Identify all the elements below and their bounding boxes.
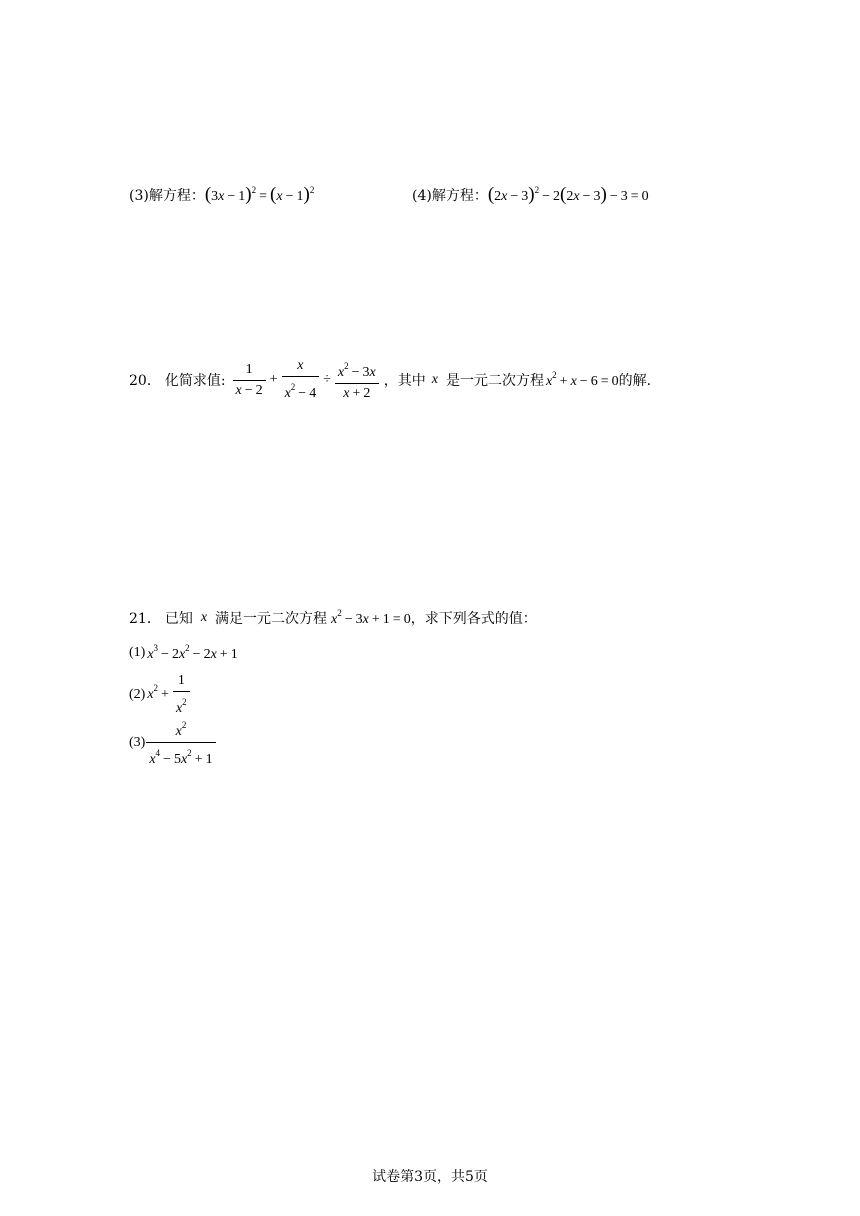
part-label: (1) — [129, 645, 146, 660]
expression — [145, 715, 216, 770]
fraction: $\frac{1}{x - 2}$ — [233, 360, 266, 401]
fraction: $\frac{x^2}{x^4 - 5x^2 + 1}$ — [146, 715, 215, 770]
expression: $\frac{1}{x - 2}$ + $\frac{x}{x^2 - 4}$ ÷ $\frac{x^2 - 3x}{x + 2}$ — [232, 356, 380, 404]
problem-number: 21． — [129, 611, 161, 627]
problem-21-part-3 — [129, 715, 217, 770]
expression: $x^3 - 2x^2 - 2x + 1$ — [147, 643, 238, 662]
problem-number: 20． — [129, 373, 161, 389]
problem-21-part-2 — [129, 671, 191, 719]
problem-20 — [129, 356, 651, 404]
equation: $x^2 + x - 6 = 0$ — [545, 370, 619, 389]
equation: $(3x - 1)^2 = (x - 1)^2$ — [204, 184, 315, 205]
page-footer: 试卷第3页，共5页 — [372, 1169, 488, 1185]
part-label: (4)解方程： — [412, 188, 488, 204]
text-mid: ，其中 — [383, 373, 426, 389]
part-label: (3) — [129, 734, 146, 750]
expression: $x^2$ + $\frac{1}{x^2}$ — [147, 671, 190, 719]
problem-21 — [129, 608, 537, 628]
part-label: (3)解方程： — [129, 188, 205, 204]
text-mid: 满足一元二次方程 — [215, 611, 328, 627]
problem-19-part-3 — [129, 184, 314, 206]
problem-19-part-4 — [412, 184, 649, 206]
equation: $(2x - 3)^2 - 2(2x - 3) - 3 = 0$ — [487, 184, 649, 205]
equation: $x^2 - 3x + 1 = 0$ — [331, 608, 411, 627]
fraction: $\frac{x^2 - 3x}{x + 2}$ — [335, 356, 379, 404]
variable: x — [431, 372, 438, 387]
fraction: $\frac{1}{x^2}$ — [173, 671, 190, 719]
text-tail: 是一元二次方程 — [445, 373, 544, 389]
text-end: 的解. — [618, 373, 652, 389]
text-end: ，求下列各式的值： — [410, 611, 537, 627]
problem-21-part-1 — [129, 643, 238, 663]
fraction: $\frac{x}{x^2 - 4}$ — [282, 356, 320, 404]
problem-label: 已知 — [164, 611, 193, 627]
part-label: (2) — [129, 687, 146, 702]
variable: x — [200, 610, 208, 625]
problem-label: 化简求值: — [164, 373, 226, 389]
